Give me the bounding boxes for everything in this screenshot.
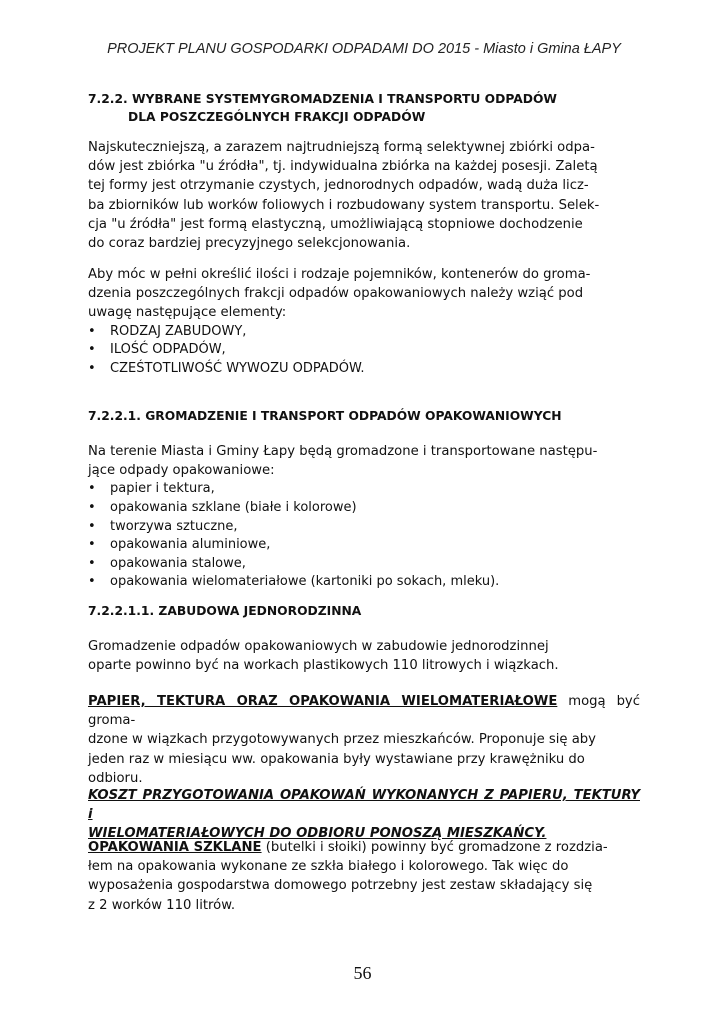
elements-list bbox=[88, 323, 640, 379]
text-line: jeden raz w miesiącu ww. opakowania były wystawiane przy krawężniku do bbox=[88, 751, 585, 767]
text-line: Najskuteczniejszą, a zarazem najtrudniejszą formą selektywnej zbiórki odpa- bbox=[88, 140, 595, 155]
text-line: OPAKOWANIA SZKLANE (butelki i słoiki) powinny być gromadzone z rozdzia- bbox=[88, 840, 608, 855]
text-line: tej formy jest otrzymanie czystych, jednorodnych odpadów, wadą duża licz- bbox=[88, 178, 589, 194]
bullet-icon: • bbox=[88, 574, 96, 590]
text-line: WIELOMATERIAŁOWYCH DO ODBIORU PONOSZĄ MIESZKAŃCY. bbox=[88, 826, 547, 842]
text-line: odbioru. bbox=[88, 770, 143, 786]
text-line: Aby móc w pełni określić ilości i rodzaje pojemników, kontenerów do groma- bbox=[88, 267, 591, 282]
list-item: • opakowania szklane (białe i kolorowe) bbox=[88, 499, 640, 518]
text-line: łem na opakowania wykonane ze szkła białego i kolorowego. Tak więc do bbox=[88, 859, 569, 875]
section-heading-7-2-2-1 bbox=[88, 407, 640, 425]
bullet-icon: • bbox=[88, 537, 96, 553]
text-line: KOSZT PRZYGOTOWANIA OPAKOWAŃ WYKONANYCH Z PAPIERU, TEKTURY i bbox=[88, 788, 640, 823]
paragraph-paper bbox=[88, 692, 640, 788]
bullet-icon: • bbox=[88, 342, 96, 358]
bullet-icon: • bbox=[88, 360, 96, 376]
running-header: PROJEKT PLANU GOSPODARKI ODPADAMI DO 2015 - Miasto i Gmina ŁAPY bbox=[107, 41, 621, 57]
text-line: ba zbiorników lub worków foliowych i rozbudowany system transportu. Selek- bbox=[88, 197, 600, 213]
list-item: • RODZAJ ZABUDOWY, bbox=[88, 323, 640, 342]
paragraph-intro bbox=[88, 138, 640, 253]
list-item: • tworzywa sztuczne, bbox=[88, 518, 640, 537]
page-number: 56 bbox=[353, 963, 372, 983]
list-item: • opakowania stalowe, bbox=[88, 555, 640, 574]
list-item: • papier i tektura, bbox=[88, 480, 640, 499]
list-item: • opakowania aluminiowe, bbox=[88, 536, 640, 555]
text-line: Gromadzenie odpadów opakowaniowych w zabudowie jednorodzinnej bbox=[88, 639, 549, 654]
text-line: z 2 worków 110 litrów. bbox=[88, 897, 236, 913]
section-heading-7-2-2 bbox=[88, 90, 640, 126]
list-item: • ILOŚĆ ODPADÓW, bbox=[88, 341, 640, 360]
paragraph-single-family bbox=[88, 637, 640, 675]
bullet-icon: • bbox=[88, 323, 96, 339]
glass-lead: OPAKOWANIA SZKLANE bbox=[88, 840, 262, 855]
text-line: cja "u źródła" jest formą elastyczną, umożliwiającą stopniowe dochodzenie bbox=[88, 216, 583, 232]
paragraph-waste-types bbox=[88, 442, 640, 592]
paragraph-glass bbox=[88, 838, 640, 915]
bullet-icon: • bbox=[88, 481, 96, 497]
heading-line-2: DLA POSZCZEGÓLNYCH FRAKCJI ODPADÓW bbox=[128, 110, 426, 124]
paragraph-elements bbox=[88, 265, 640, 378]
text-line: oparte powinno być na workach plastikowych 110 litrowych i wiązkach. bbox=[88, 658, 559, 674]
heading: 7.2.2.1.1. ZABUDOWA JEDNORODZINNA bbox=[88, 604, 362, 618]
paragraph-cost-note bbox=[88, 786, 640, 844]
text-line: uwagę następujące elementy: bbox=[88, 305, 287, 321]
text-line: Na terenie Miasta i Gminy Łapy będą gromadzone i transportowane następu- bbox=[88, 444, 598, 459]
text-line: dzenia poszczególnych frakcji odpadów opakowaniowych należy wziąć pod bbox=[88, 286, 584, 302]
waste-types-list bbox=[88, 480, 640, 592]
list-item: • opakowania wielomateriałowe (kartoniki po sokach, mleku). bbox=[88, 573, 640, 592]
heading-line-1: 7.2.2. WYBRANE SYSTEMYGROMADZENIA I TRANSPORTU ODPADÓW bbox=[88, 92, 557, 106]
heading: 7.2.2.1. GROMADZENIE I TRANSPORT ODPADÓW OPAKOWANIOWYCH bbox=[88, 409, 562, 423]
text-line: do coraz bardziej precyzyjnego selekcjonowania. bbox=[88, 236, 411, 252]
text-line: dów jest zbiórka "u źródła", tj. indywidualna zbiórka na każdej posesji. Zaletą bbox=[88, 159, 598, 175]
bullet-icon: • bbox=[88, 555, 96, 571]
bullet-icon: • bbox=[88, 500, 96, 515]
list-item: • CZEŚTOTLIWOŚĆ WYWOZU ODPADÓW. bbox=[88, 360, 640, 379]
text-line: wyposażenia gospodarstwa domowego potrzebny jest zestaw składający się bbox=[88, 878, 593, 894]
text-line: jące odpady opakowaniowe: bbox=[88, 463, 275, 479]
bullet-icon: • bbox=[88, 518, 96, 534]
text-line: dzone w wiązkach przygotowywanych przez mieszkańców. Proponuje się aby bbox=[88, 732, 596, 748]
text-line: PAPIER, TEKTURA ORAZ OPAKOWANIA WIELOMATERIAŁOWE mogą być groma- bbox=[88, 694, 640, 729]
paper-lead: PAPIER, TEKTURA ORAZ OPAKOWANIA WIELOMATERIAŁOWE bbox=[88, 694, 558, 709]
section-heading-7-2-2-1-1 bbox=[88, 602, 640, 620]
